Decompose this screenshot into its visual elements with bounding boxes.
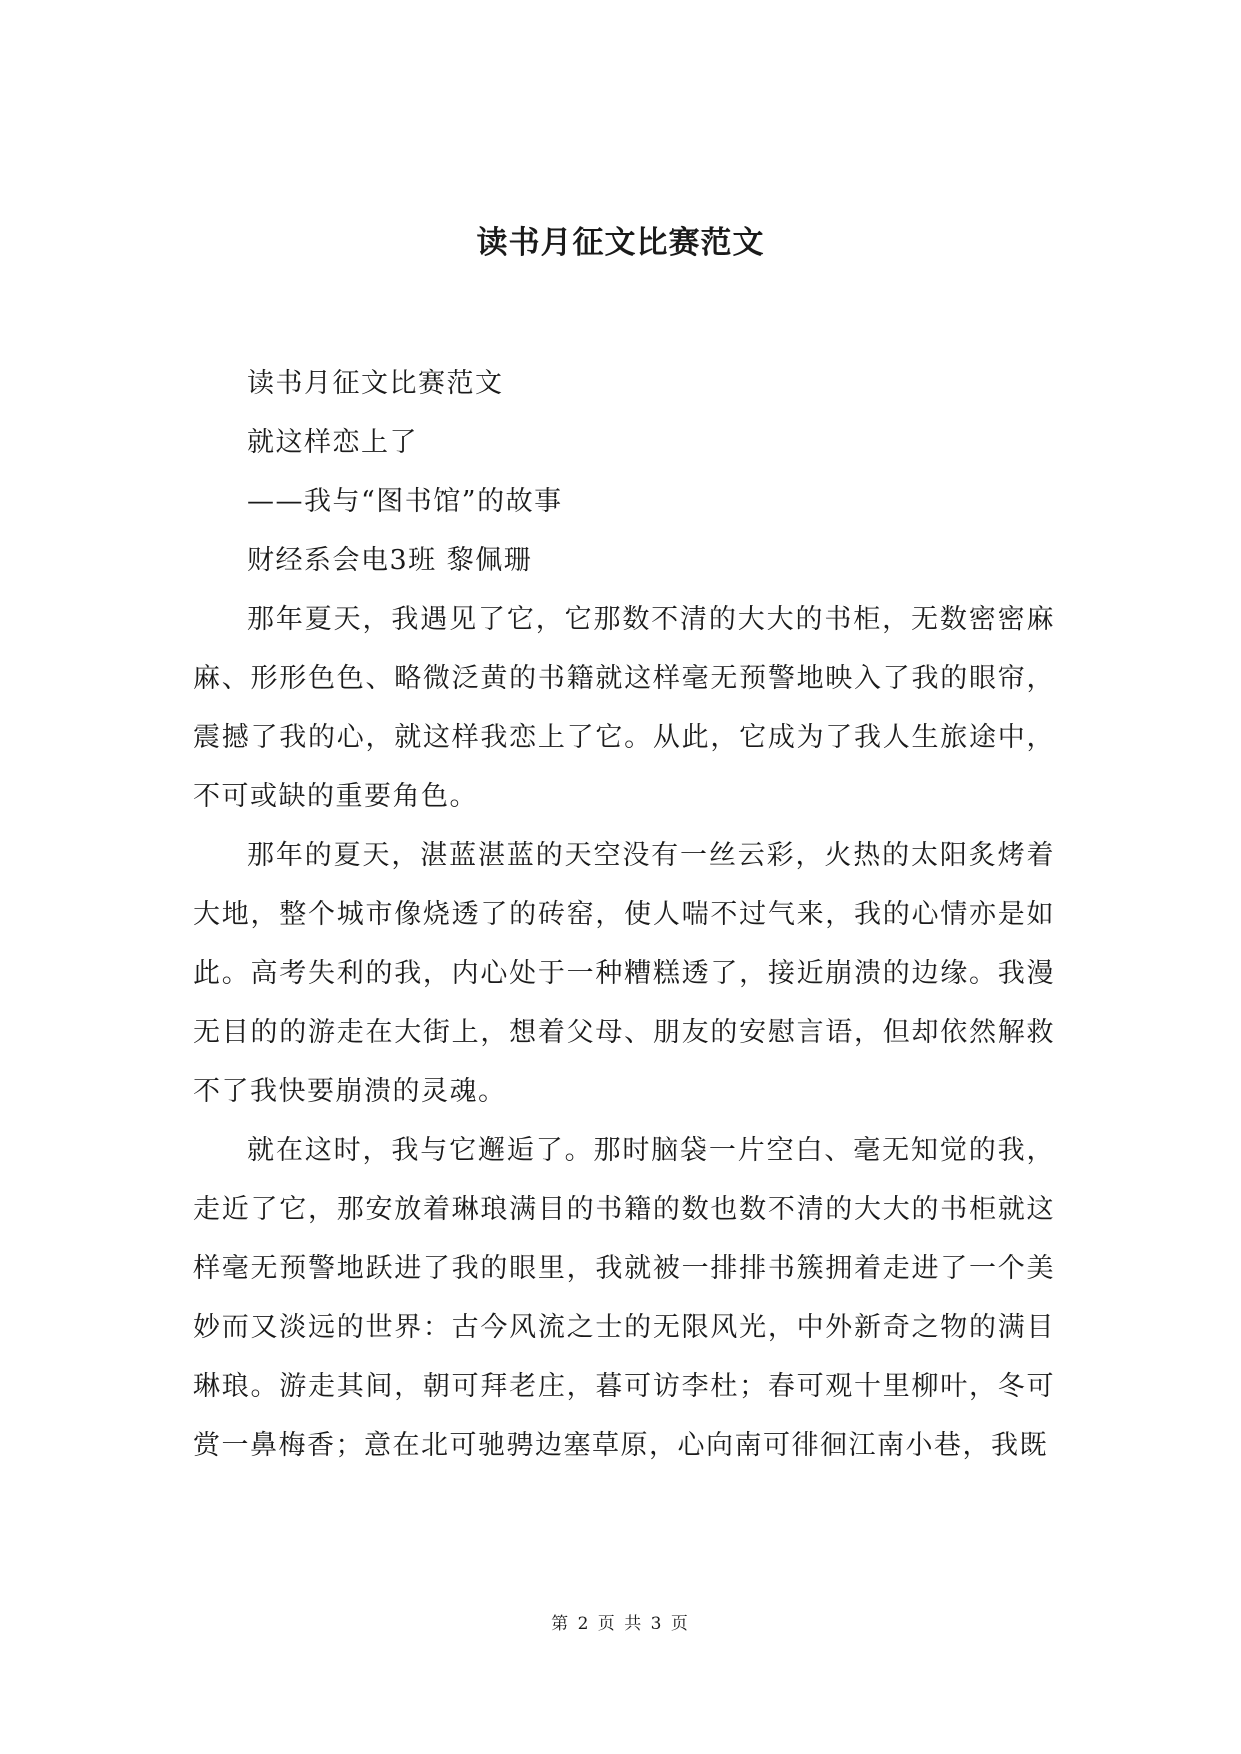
heading-line-story-title: ——我与“图书馆”的故事 [247, 486, 563, 517]
document-body [193, 354, 1055, 1475]
page-footer: 第 2 页 共 3 页 [551, 1614, 690, 1634]
paragraph: 那年的夏天，湛蓝湛蓝的天空没有一丝云彩，火热的太阳炙烤着大地，整个城市像烧透了的砖窑，使人喘不过气来，我的心情亦是如此。高考失利的我，内心处于一种糟糕透了，接近崩溃的边缘。我漫无目的的游走在大街上，想着父母、朋友的安慰言语，但却依然解救不了我快要崩溃的灵魂。 [193, 840, 1055, 1107]
document-title: 读书月征文比赛范文 [476, 225, 765, 261]
paragraph: 就在这时，我与它邂逅了。那时脑袋一片空白、毫无知觉的我，走近了它，那安放着琳琅满目的书籍的数也数不清的大大的书柜就这样毫无预警地跃进了我的眼里，我就被一排排书簇拥着走进了一个美妙而又淡远的世界：古今风流之士的无限风光，中外新奇之物的满目琳琅。游走其间，朝可拜老庄，暮可访李杜；春可观十里柳叶，冬可赏一鼻梅香；意在北可驰骋边塞草原，心向南可徘徊江南小巷，我既 [193, 1135, 1055, 1461]
heading-line-essay-title: 读书月征文比赛范文 [247, 368, 504, 399]
heading-line-author: 财经系会电3班 黎佩珊 [247, 545, 533, 576]
heading-line-subtitle: 就这样恋上了 [247, 427, 418, 458]
paragraph: 那年夏天，我遇见了它，它那数不清的大大的书柜，无数密密麻麻、形形色色、略微泛黄的书籍就这样毫无预警地映入了我的眼帘，震撼了我的心，就这样我恋上了它。从此，它成为了我人生旅途中，不可或缺的重要角色。 [193, 604, 1055, 812]
